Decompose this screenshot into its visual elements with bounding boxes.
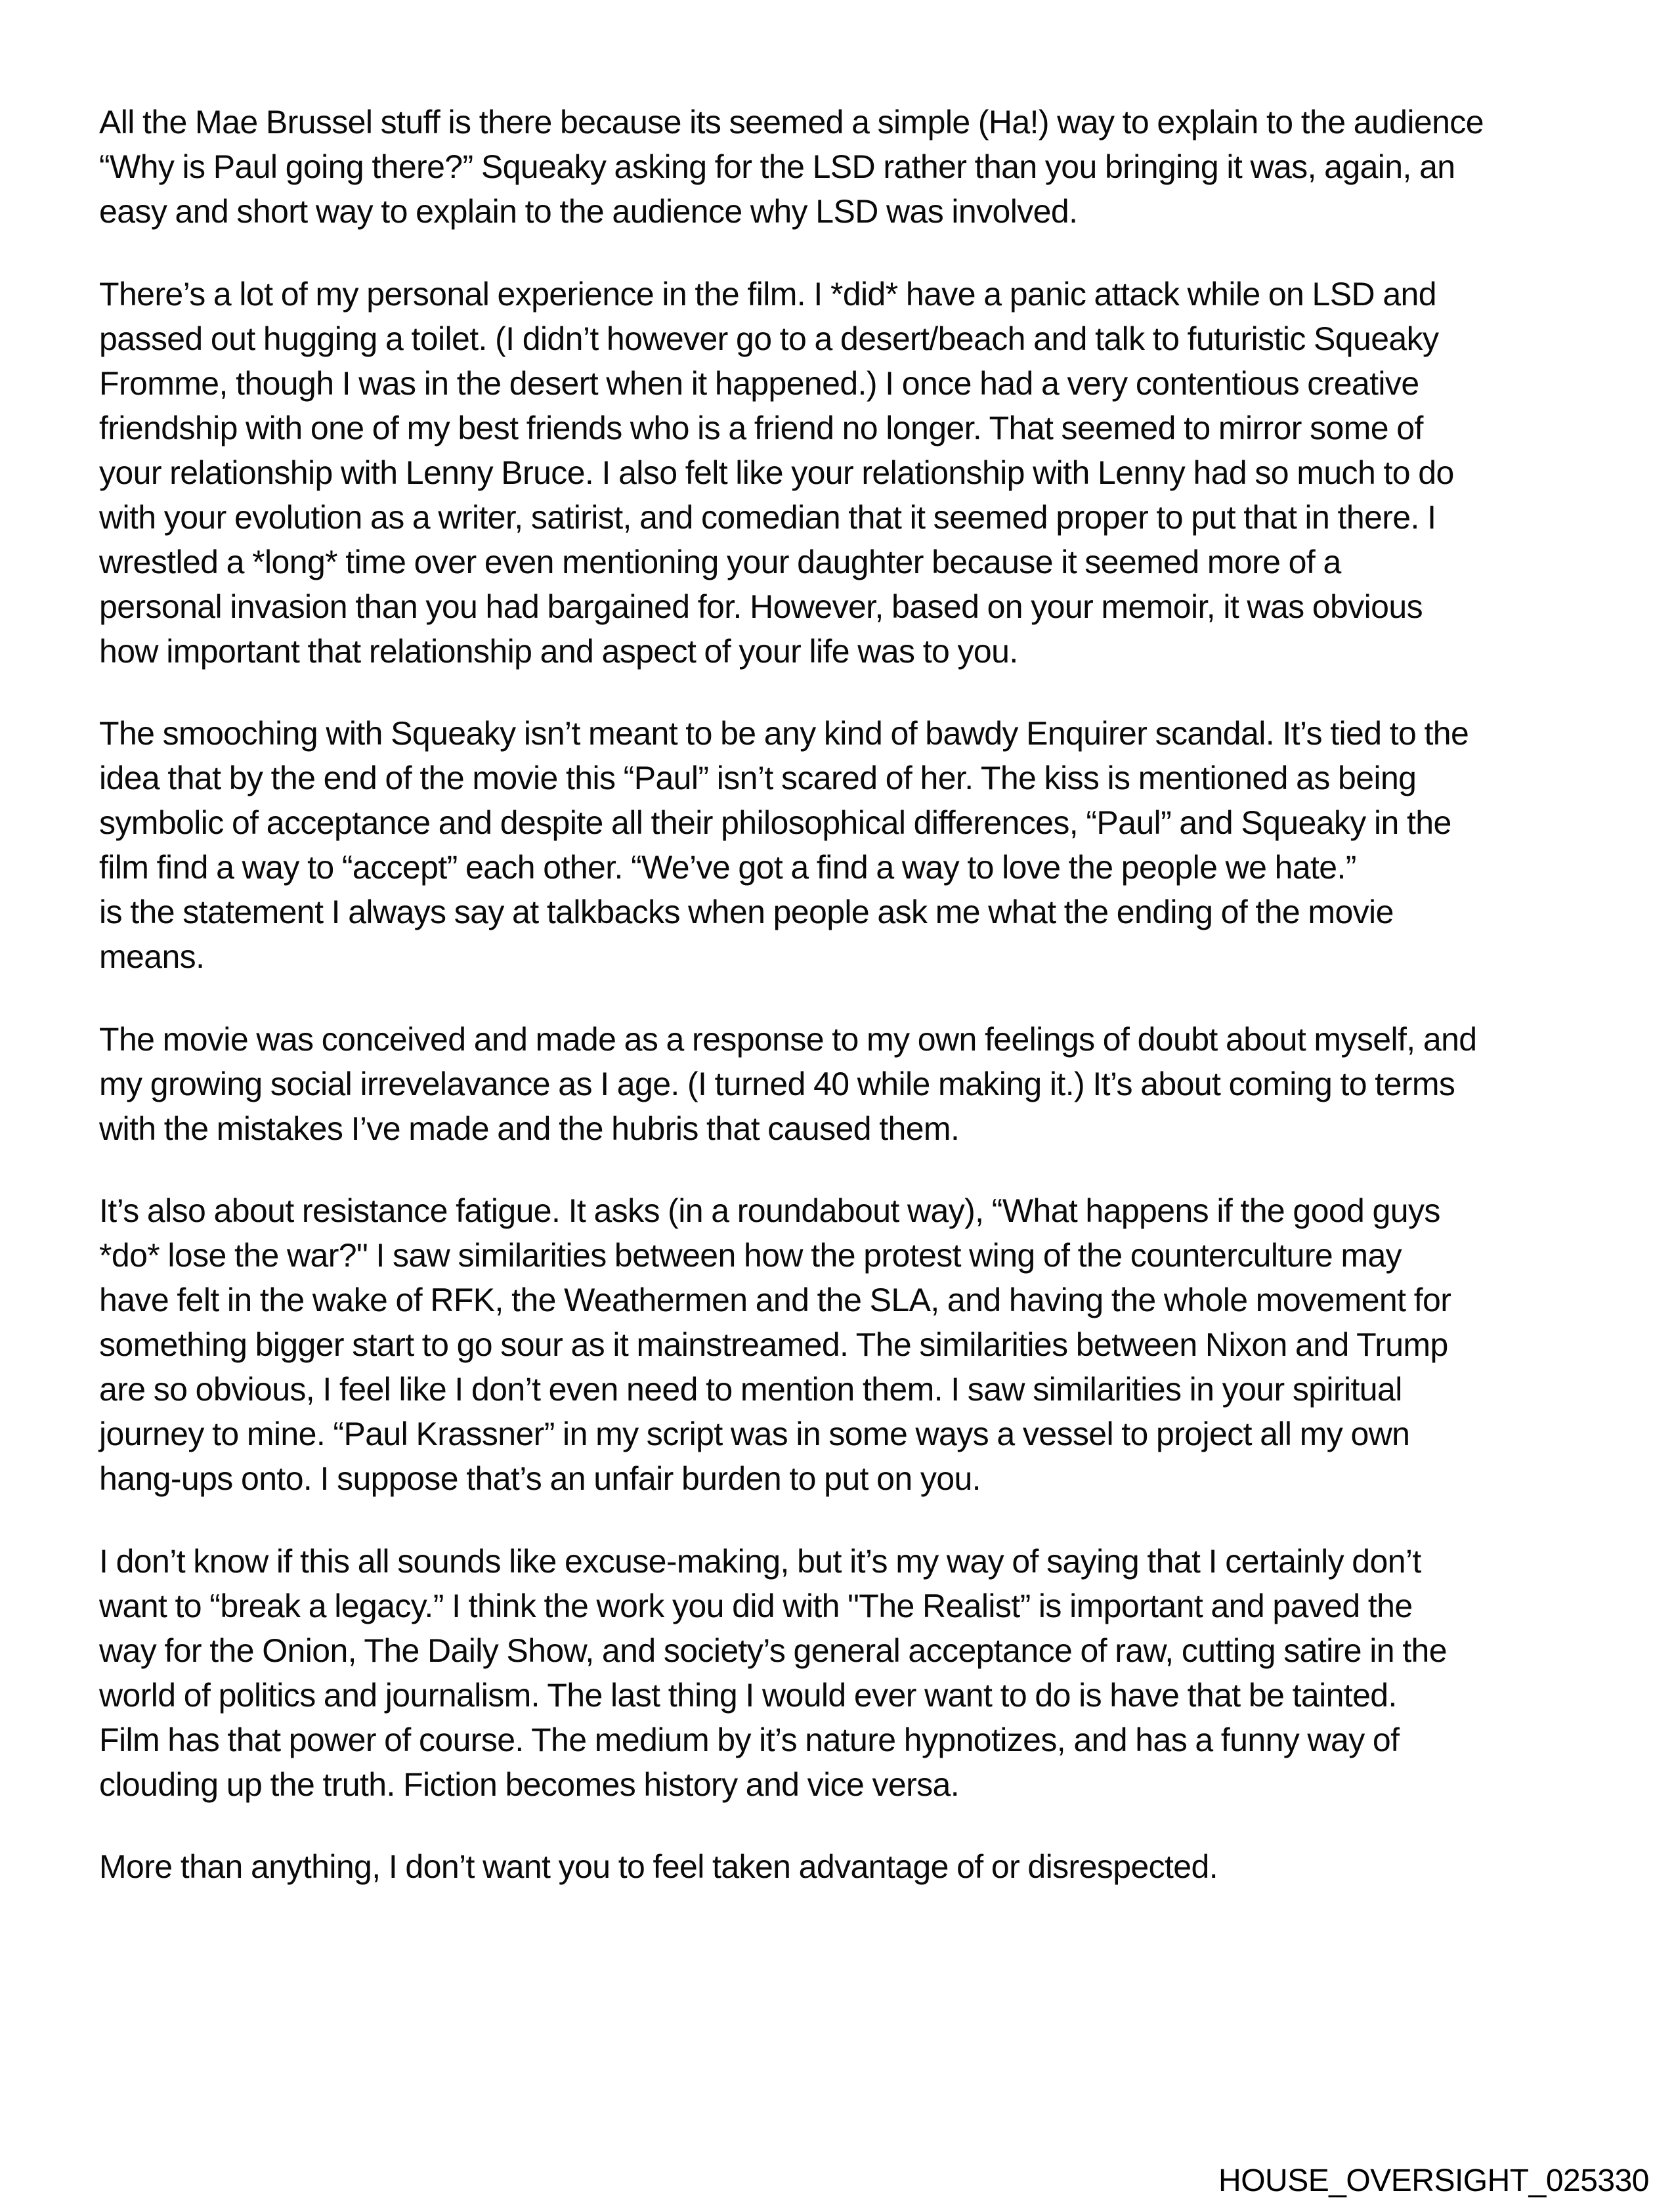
text-line: There’s a lot of my personal experience in the film. I *did* have a panic attack while on LSD and <box>99 275 1436 313</box>
text-line: world of politics and journalism. The last thing I would ever want to do is have that be tainted. <box>99 1676 1397 1714</box>
paragraph-1 <box>99 100 1484 234</box>
text-line: with the mistakes I’ve made and the hubris that caused them. <box>99 1110 960 1147</box>
text-line: The smooching with Squeaky isn’t meant to be any kind of bawdy Enquirer scandal. It’s tied to the <box>99 715 1469 752</box>
text-line: means. <box>99 938 205 975</box>
text-line: film find a way to “accept” each other. “We’ve got a find a way to love the people we hate.” <box>99 849 1356 886</box>
text-line: with your evolution as a writer, satirist, and comedian that it seemed proper to put that in there. I <box>99 498 1436 536</box>
text-line: passed out hugging a toilet. (I didn’t however go to a desert/beach and talk to futuristic Squeaky <box>99 320 1439 357</box>
text-line: journey to mine. “Paul Krassner” in my script was in some ways a vessel to project all my own <box>99 1416 1410 1452</box>
text-line: “Why is Paul going there?” Squeaky asking for the LSD rather than you bringing it was, again, an <box>99 148 1455 185</box>
text-line: are so obvious, I feel like I don’t even need to mention them. I saw similarities in your spiritual <box>99 1371 1402 1408</box>
paragraph-5 <box>99 1188 1484 1501</box>
text-line: way for the Onion, The Daily Show, and society’s general acceptance of raw, cutting satire in the <box>99 1632 1447 1669</box>
bates-stamp: HOUSE_OVERSIGHT_025330 <box>1218 2163 1649 2198</box>
text-line: clouding up the truth. Fiction becomes history and vice versa. <box>99 1766 960 1803</box>
text-line: easy and short way to explain to the audience why LSD was involved. <box>99 193 1078 230</box>
text-line: symbolic of acceptance and despite all their philosophical differences, “Paul” and Squeaky in the <box>99 804 1451 841</box>
text-line: want to “break a legacy.” I think the work you did with "The Realist” is important and paved the <box>99 1587 1413 1624</box>
paragraph-3 <box>99 711 1484 979</box>
text-line: something bigger start to go sour as it mainstreamed. The similarities between Nixon and Trump <box>99 1326 1448 1363</box>
text-line: friendship with one of my best friends who is a friend no longer. That seemed to mirror some of <box>99 409 1423 446</box>
text-line: how important that relationship and aspect of your life was to you. <box>99 632 1018 670</box>
text-line: hang-ups onto. I suppose that’s an unfair burden to put on you. <box>99 1460 981 1497</box>
text-line: I don’t know if this all sounds like excuse-making, but it’s my way of saying that I certainly don’t <box>99 1542 1421 1580</box>
paragraph-2 <box>99 272 1484 674</box>
text-line: wrestled a *long* time over even mentioning your daughter because it seemed more of a <box>99 543 1341 580</box>
text-line: *do* lose the war?" I saw similarities between how the protest wing of the counterculture may <box>99 1237 1402 1274</box>
text-line: More than anything, I don’t want you to feel taken advantage of or disrespected. <box>99 1848 1218 1885</box>
text-line: your relationship with Lenny Bruce. I also felt like your relationship with Lenny had so much to do <box>99 454 1454 491</box>
text-line: All the Mae Brussel stuff is there because its seemed a simple (Ha!) way to explain to the audience <box>99 104 1484 141</box>
text-line: personal invasion than you had bargained for. However, based on your memoir, it was obvious <box>99 588 1423 625</box>
paragraph-7 <box>99 1844 1484 1889</box>
text-line: The movie was conceived and made as a response to my own feelings of doubt about myself, and <box>99 1020 1477 1058</box>
text-line: Fromme, though I was in the desert when it happened.) I once had a very contentious creative <box>99 364 1419 402</box>
text-line: Film has that power of course. The medium by it’s nature hypnotizes, and has a funny way of <box>99 1721 1400 1758</box>
text-line: is the statement I always say at talkbacks when people ask me what the ending of the movie <box>99 894 1394 930</box>
letter-body <box>99 100 1484 1927</box>
text-line: It’s also about resistance fatigue. It asks (in a roundabout way), “What happens if the good guys <box>99 1192 1440 1229</box>
text-line: have felt in the wake of RFK, the Weathermen and the SLA, and having the whole movement for <box>99 1282 1451 1318</box>
paragraph-6 <box>99 1539 1484 1807</box>
text-line: my growing social irrevelavance as I age. (I turned 40 while making it.) It’s about coming to terms <box>99 1065 1455 1102</box>
text-line: idea that by the end of the movie this “Paul” isn’t scared of her. The kiss is mentioned as being <box>99 760 1417 796</box>
paragraph-4 <box>99 1017 1484 1151</box>
